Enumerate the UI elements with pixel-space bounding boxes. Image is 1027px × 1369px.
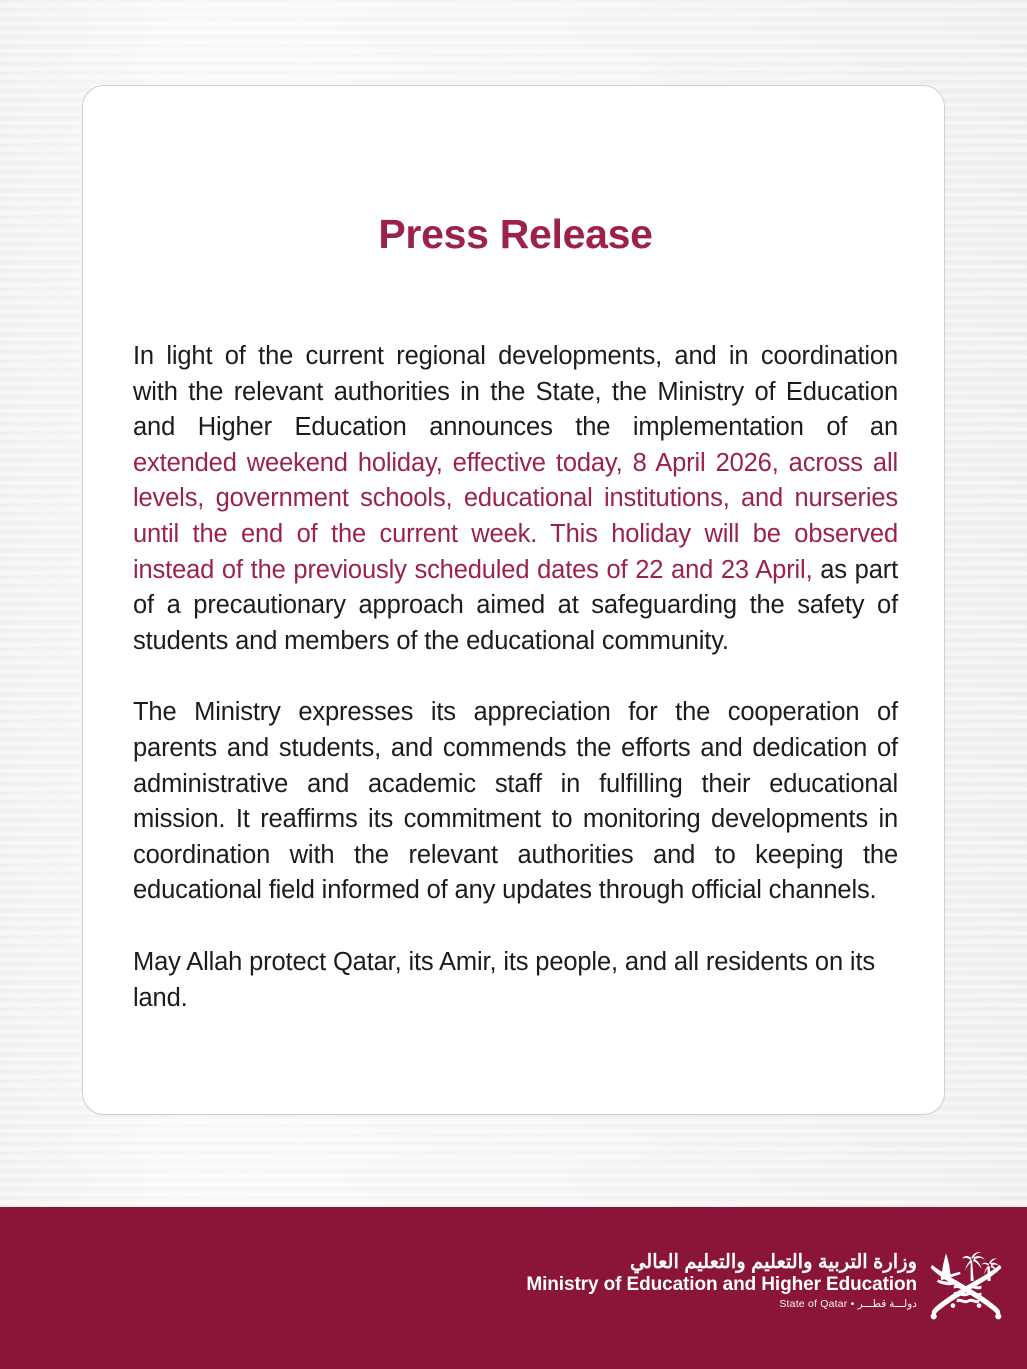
ministry-brand-lockup (526, 1241, 1005, 1321)
ministry-wordmark (526, 1252, 917, 1309)
paragraph-1-highlighted-segment: extended weekend holiday, effective today, 8 April 2026, across all levels, government schools, educational institutions, and nurseries until the end of the current week. This holiday will be observed instead of the previously scheduled dates of 22 and 23 April, (133, 448, 898, 584)
paragraph-1-segment-3: as part of a precautionary approach aimed at safeguarding the safety of students and members of the educational community. (133, 555, 898, 655)
footer-band (0, 1207, 1027, 1369)
state-of-qatar-label: State of Qatar • دولـــة قطـــر (779, 1297, 917, 1310)
paragraph-2-segment-1: The Ministry expresses its appreciation for the cooperation of parents and students, and commends the efforts and dedication of administrative and academic staff in fulfilling their educational mission. It reaffirms its commitment to monitoring developments in coordination with the relevant authorities and to keeping the educational field informed of any updates through official channels. (133, 698, 898, 905)
page-title: Press Release (378, 211, 653, 257)
card-content (133, 211, 898, 1016)
paragraph-3-segment-1: May Allah protect Qatar, its Amir, its people, and all residents on its land. (133, 947, 875, 1012)
ministry-name-arabic: وزارة التربية والتعليم والتعليم العالي (630, 1251, 917, 1274)
paragraph-3 (133, 945, 898, 1016)
qatar-state-emblem-icon (927, 1241, 1005, 1321)
paragraph-2 (133, 695, 898, 909)
paragraph-1-segment-1: In light of the current regional developments, and in coordination with the relevant authorities in the State, the Ministry of Education and Higher Education announces the implementation of an (133, 342, 898, 442)
press-release-card (82, 85, 945, 1115)
paragraph-1 (133, 339, 898, 659)
ministry-name-english: Ministry of Education and Higher Education (526, 1273, 917, 1295)
